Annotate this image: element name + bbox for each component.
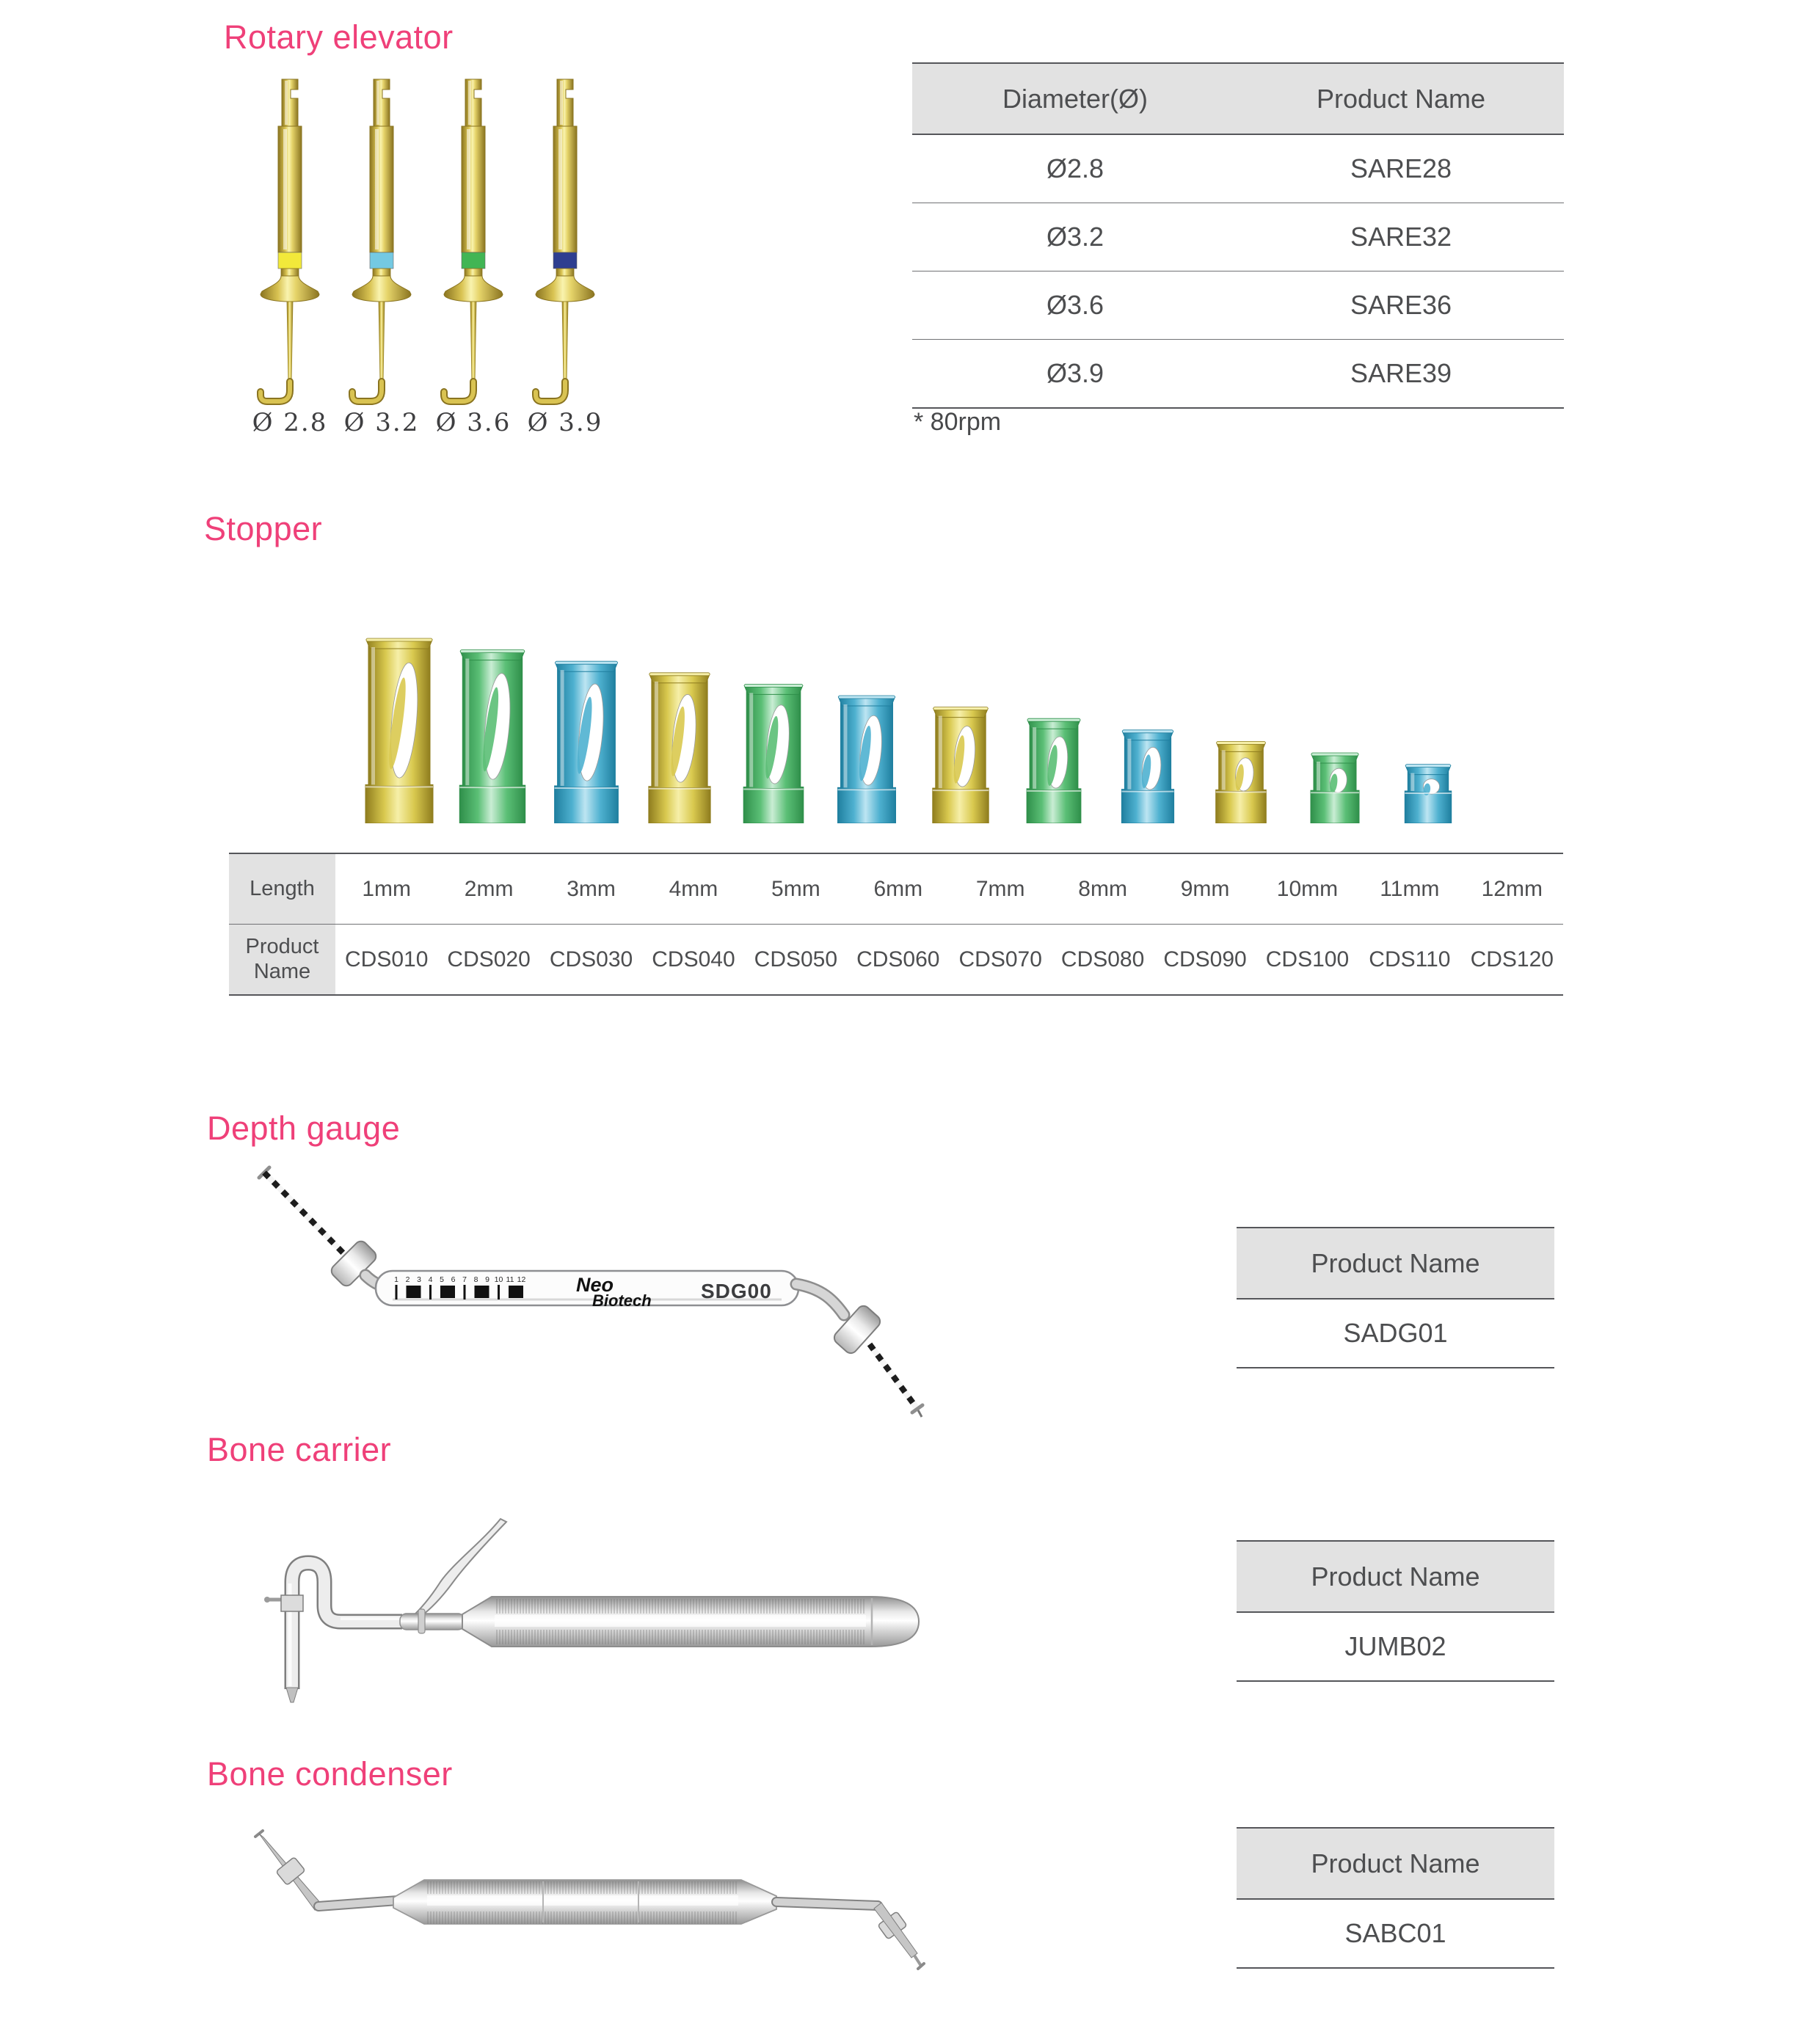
stopper-figure bbox=[1298, 603, 1372, 823]
svg-text:4: 4 bbox=[428, 1275, 433, 1284]
product-name-value: CDS010 bbox=[345, 947, 429, 972]
svg-text:9: 9 bbox=[485, 1275, 489, 1284]
diameter-label: Ø 2.8 bbox=[252, 408, 328, 437]
svg-text:8: 8 bbox=[473, 1275, 478, 1284]
length-value: 10mm bbox=[1256, 854, 1358, 925]
rotary-elevator-table bbox=[912, 62, 1564, 409]
depth-gauge-figure bbox=[242, 1159, 932, 1424]
product-name-value: SADG01 bbox=[1237, 1300, 1554, 1368]
depth-gauge-title: Depth gauge bbox=[207, 1109, 401, 1147]
bone-condenser-table bbox=[1237, 1827, 1554, 1969]
product-name-value: CDS070 bbox=[958, 947, 1042, 972]
svg-text:1: 1 bbox=[394, 1275, 398, 1284]
bone-carrier-table bbox=[1237, 1540, 1554, 1682]
svg-text:5: 5 bbox=[440, 1275, 444, 1284]
length-value: 8mm bbox=[1052, 854, 1154, 925]
stopper-figure bbox=[830, 603, 903, 823]
product-name-value: CDS120 bbox=[1470, 947, 1554, 972]
length-value: 2mm bbox=[437, 854, 539, 925]
stopper-figures bbox=[352, 603, 1475, 823]
rotary-elevator-figure bbox=[341, 73, 422, 412]
diameter-label: Ø 3.9 bbox=[527, 408, 603, 437]
length-value: 7mm bbox=[950, 854, 1052, 925]
product-name-value: CDS110 bbox=[1369, 947, 1451, 972]
svg-text:2: 2 bbox=[405, 1275, 410, 1284]
condenser-handle bbox=[393, 1880, 776, 1924]
stopper-figure bbox=[643, 603, 716, 823]
stopper-figure bbox=[1017, 603, 1091, 823]
carrier-handle bbox=[462, 1597, 919, 1647]
product-name-value: CDS020 bbox=[447, 947, 531, 972]
carrier-neck bbox=[400, 1614, 465, 1630]
rpm-note: * 80rpm bbox=[914, 408, 1002, 436]
product-name-value: CDS100 bbox=[1265, 947, 1350, 972]
bone-carrier-figure bbox=[235, 1512, 939, 1724]
length-value: 9mm bbox=[1154, 854, 1256, 925]
product-name-header: Product Name bbox=[1237, 1827, 1554, 1900]
length-value: 5mm bbox=[745, 854, 847, 925]
left-probe bbox=[259, 1167, 345, 1255]
product-name-value: CDS090 bbox=[1163, 947, 1247, 972]
length-value: 6mm bbox=[847, 854, 949, 925]
model-text: SDG00 bbox=[701, 1280, 772, 1302]
length-value: 11mm bbox=[1358, 854, 1460, 925]
product-name-value: JUMB02 bbox=[1237, 1613, 1554, 1682]
svg-text:6: 6 bbox=[451, 1275, 456, 1284]
stopper-figure bbox=[1204, 603, 1278, 823]
diameter-label: Ø 3.6 bbox=[435, 408, 512, 437]
product-name-value: SABC01 bbox=[1237, 1900, 1554, 1969]
product-name-value: CDS080 bbox=[1060, 947, 1145, 972]
length-row-header: Length bbox=[229, 854, 335, 925]
rotary-elevator-diameter-labels bbox=[250, 408, 605, 437]
stopper-title: Stopper bbox=[204, 510, 323, 547]
svg-text:11: 11 bbox=[506, 1275, 514, 1284]
stopper-figure bbox=[363, 603, 436, 823]
diameter-label: Ø 3.2 bbox=[343, 408, 420, 437]
product-name-value: SARE36 bbox=[1350, 290, 1452, 320]
carrier-tube bbox=[264, 1563, 402, 1702]
product-name-value: SARE39 bbox=[1350, 358, 1452, 388]
rotary-elevator-figure bbox=[433, 73, 514, 412]
bone-condenser-title: Bone condenser bbox=[207, 1755, 453, 1793]
length-value: 12mm bbox=[1461, 854, 1563, 925]
length-value: 4mm bbox=[642, 854, 744, 925]
svg-text:10: 10 bbox=[494, 1275, 503, 1284]
right-probe bbox=[870, 1344, 922, 1417]
brand-text-top: Neo bbox=[576, 1274, 614, 1296]
condenser-left-tip bbox=[255, 1831, 398, 1910]
bone-condenser-figure bbox=[228, 1820, 947, 2011]
table-row bbox=[912, 135, 1564, 203]
product-name-value: SARE32 bbox=[1350, 222, 1452, 252]
diameter-value: Ø3.6 bbox=[1046, 290, 1104, 320]
table-row bbox=[912, 203, 1564, 271]
product-name-row-header: Product Name bbox=[229, 925, 335, 994]
stopper-table bbox=[229, 853, 1563, 996]
stopper-figure bbox=[550, 603, 623, 823]
product-name-value: CDS030 bbox=[549, 947, 633, 972]
stopper-figure bbox=[1391, 603, 1465, 823]
depth-gauge-table bbox=[1237, 1227, 1554, 1368]
condenser-right-tip bbox=[776, 1902, 924, 1969]
stopper-figure bbox=[456, 603, 529, 823]
length-value: 3mm bbox=[540, 854, 642, 925]
length-value: 1mm bbox=[335, 854, 437, 925]
bone-carrier-title: Bone carrier bbox=[207, 1431, 392, 1468]
column-header-diameter: Diameter(Ø) bbox=[1002, 83, 1149, 114]
rotary-elevator-figure bbox=[525, 73, 605, 412]
table-row bbox=[912, 340, 1564, 409]
product-name-value: CDS050 bbox=[754, 947, 838, 972]
product-name-value: CDS060 bbox=[856, 947, 940, 972]
column-header-product-name: Product Name bbox=[1316, 83, 1486, 114]
rotary-elevator-figures bbox=[250, 73, 605, 412]
rotary-elevator-title: Rotary elevator bbox=[224, 18, 454, 56]
product-name-header: Product Name bbox=[1237, 1227, 1554, 1300]
svg-text:7: 7 bbox=[462, 1275, 467, 1284]
rotary-elevator-figure bbox=[250, 73, 330, 412]
svg-text:12: 12 bbox=[517, 1275, 526, 1284]
stopper-figure bbox=[1111, 603, 1184, 823]
svg-text:3: 3 bbox=[417, 1275, 421, 1284]
diameter-value: Ø3.9 bbox=[1046, 358, 1104, 388]
product-name-value: CDS040 bbox=[652, 947, 735, 972]
diameter-value: Ø3.2 bbox=[1046, 222, 1104, 252]
stopper-figure bbox=[924, 603, 997, 823]
product-name-value: SARE28 bbox=[1350, 153, 1452, 183]
diameter-value: Ø2.8 bbox=[1046, 153, 1104, 183]
table-row bbox=[912, 271, 1564, 340]
stopper-figure bbox=[737, 603, 810, 823]
product-name-header: Product Name bbox=[1237, 1540, 1554, 1613]
brand-text-bottom: Biotech bbox=[592, 1291, 652, 1310]
table-header-row bbox=[912, 62, 1564, 135]
